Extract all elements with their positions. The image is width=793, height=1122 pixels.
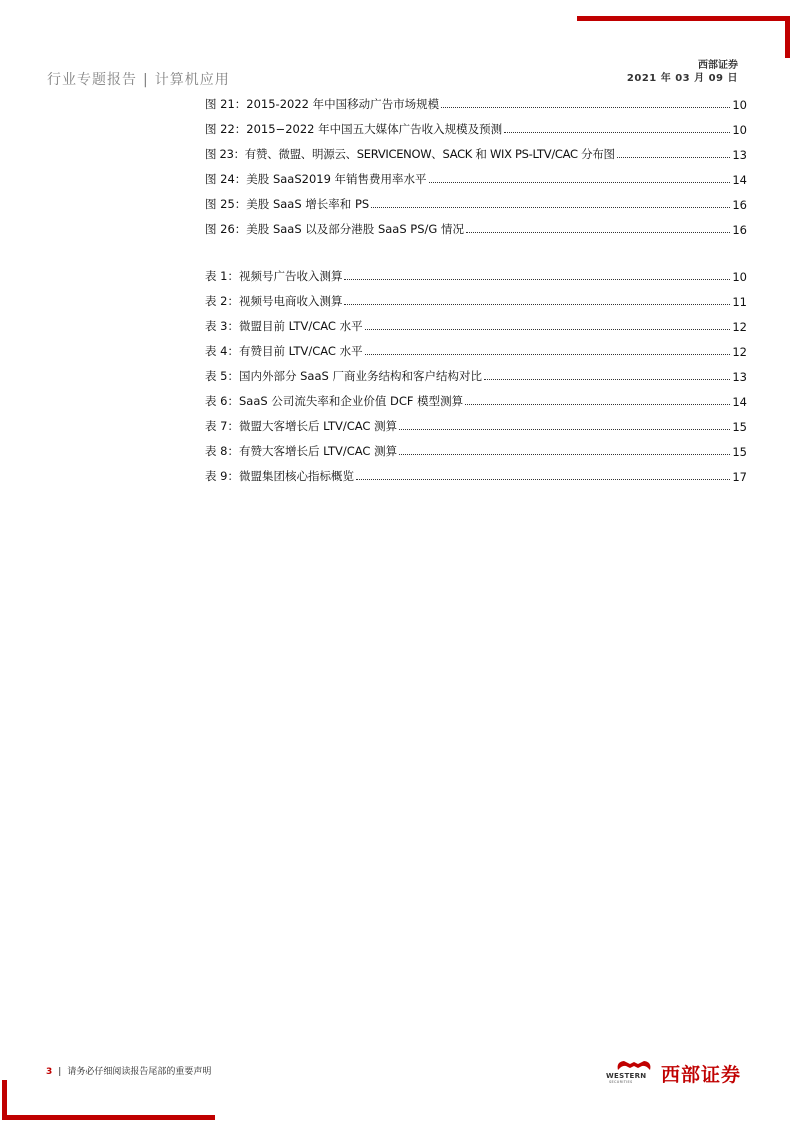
report-category: 行业专题报告 bbox=[47, 72, 137, 88]
toc-entry-page: 12 bbox=[732, 345, 747, 359]
toc-entry-table[interactable] bbox=[205, 364, 747, 384]
toc-entry-figure[interactable] bbox=[205, 92, 747, 112]
toc-leader-dots bbox=[356, 478, 730, 480]
toc-leader-dots bbox=[371, 206, 730, 208]
toc-entry-table[interactable] bbox=[205, 289, 747, 309]
page-number: 3 bbox=[46, 1067, 53, 1077]
corner-decoration-bottom-left-vertical bbox=[2, 1080, 7, 1120]
toc-leader-dots bbox=[466, 231, 730, 233]
page-footer bbox=[46, 1064, 211, 1077]
toc-leader-dots bbox=[365, 353, 731, 355]
logo-chinese: 西部证券 bbox=[661, 1064, 742, 1086]
toc-entry-label: 表 8：有赞大客增长后 LTV/CAC 测算 bbox=[205, 444, 398, 458]
toc-entry-page: 13 bbox=[732, 148, 747, 162]
toc-entry-figure[interactable] bbox=[205, 117, 747, 137]
toc-entry-label: 表 3：微盟目前 LTV/CAC 水平 bbox=[205, 319, 363, 333]
toc-entry-page: 17 bbox=[732, 470, 747, 484]
toc-leader-dots bbox=[504, 131, 730, 133]
toc-entry-page: 14 bbox=[732, 395, 747, 409]
toc-leader-dots bbox=[441, 106, 730, 108]
corner-decoration-top-right bbox=[577, 16, 790, 21]
footer-separator: | bbox=[58, 1067, 62, 1077]
toc-leader-dots bbox=[465, 403, 730, 405]
toc-entry-figure[interactable] bbox=[205, 192, 747, 212]
toc-entry-table[interactable] bbox=[205, 464, 747, 484]
report-date: 2021 年 03 月 09 日 bbox=[626, 73, 738, 84]
toc-entry-table[interactable] bbox=[205, 314, 747, 334]
toc-entry-label: 表 2：视频号电商收入测算 bbox=[205, 294, 343, 308]
toc-entry-label: 图 23：有赞、微盟、明源云、SERVICENOW、SACK 和 WIX PS-LTV/CAC 分布图 bbox=[205, 147, 615, 161]
toc-entry-label: 图 21：2015-2022 年中国移动广告市场规模 bbox=[205, 97, 440, 111]
header-separator: | bbox=[143, 72, 149, 88]
toc-entry-table[interactable] bbox=[205, 339, 747, 359]
toc-leader-dots bbox=[344, 278, 730, 280]
toc-entry-page: 12 bbox=[732, 320, 747, 334]
toc-entry-label: 表 5：国内外部分 SaaS 厂商业务结构和客户结构对比 bbox=[205, 369, 482, 383]
corner-decoration-bottom-left bbox=[2, 1115, 215, 1120]
toc-entry-figure[interactable] bbox=[205, 142, 747, 162]
toc-entry-label: 表 9：微盟集团核心指标概览 bbox=[205, 469, 354, 483]
toc-entry-page: 16 bbox=[732, 198, 747, 212]
toc-entry-label: 表 1：视频号广告收入测算 bbox=[205, 269, 343, 283]
disclaimer-notice: 请务必仔细阅读报告尾部的重要声明 bbox=[67, 1067, 212, 1077]
toc-entry-label: 表 4：有赞目前 LTV/CAC 水平 bbox=[205, 344, 363, 358]
report-header bbox=[47, 69, 230, 89]
toc-entry-figure[interactable] bbox=[205, 167, 747, 187]
toc-leader-dots bbox=[399, 428, 730, 430]
toc-leader-dots bbox=[429, 181, 731, 183]
toc-entry-figure[interactable] bbox=[205, 217, 747, 237]
toc-entry-page: 11 bbox=[732, 295, 747, 309]
toc-entry-page: 10 bbox=[732, 123, 747, 137]
toc-entry-label: 表 6：SaaS 公司流失率和企业价值 DCF 模型测算 bbox=[205, 394, 464, 408]
logo-english-sub: SECURITIES bbox=[609, 1080, 633, 1084]
toc-entry-label: 图 22：2015−2022 年中国五大媒体广告收入规模及预测 bbox=[205, 122, 503, 136]
toc-leader-dots bbox=[365, 328, 731, 330]
toc-entry-table[interactable] bbox=[205, 439, 747, 459]
toc-leader-dots bbox=[484, 378, 730, 380]
toc-leader-dots bbox=[617, 156, 731, 158]
toc-entry-page: 15 bbox=[732, 445, 747, 459]
toc-entry-page: 15 bbox=[732, 420, 747, 434]
toc-entry-page: 16 bbox=[732, 223, 747, 237]
toc-entry-label: 图 25：美股 SaaS 增长率和 PS bbox=[205, 197, 370, 211]
toc-entry-page: 10 bbox=[732, 98, 747, 112]
toc-entry-table[interactable] bbox=[205, 389, 747, 409]
toc-entry-label: 图 26：美股 SaaS 以及部分港股 SaaS PS/G 情况 bbox=[205, 222, 464, 236]
toc-entry-label: 图 24：美股 SaaS2019 年销售费用率水平 bbox=[205, 172, 427, 186]
toc-entry-table[interactable] bbox=[205, 414, 747, 434]
toc-entry-page: 10 bbox=[732, 270, 747, 284]
toc-leader-dots bbox=[399, 453, 730, 455]
corner-decoration-top-right-vertical bbox=[785, 16, 790, 58]
logo-english: WESTERN bbox=[606, 1072, 647, 1080]
toc-entry-page: 13 bbox=[732, 370, 747, 384]
header-company: 西部证券 bbox=[698, 60, 738, 71]
toc-leader-dots bbox=[344, 303, 730, 305]
company-logo bbox=[606, 1058, 751, 1086]
report-subject: 计算机应用 bbox=[154, 72, 230, 88]
toc-entry-table[interactable] bbox=[205, 264, 747, 284]
toc-entry-page: 14 bbox=[732, 173, 747, 187]
bull-horns-icon bbox=[614, 1058, 654, 1072]
toc-entry-label: 表 7：微盟大客增长后 LTV/CAC 测算 bbox=[205, 419, 398, 433]
